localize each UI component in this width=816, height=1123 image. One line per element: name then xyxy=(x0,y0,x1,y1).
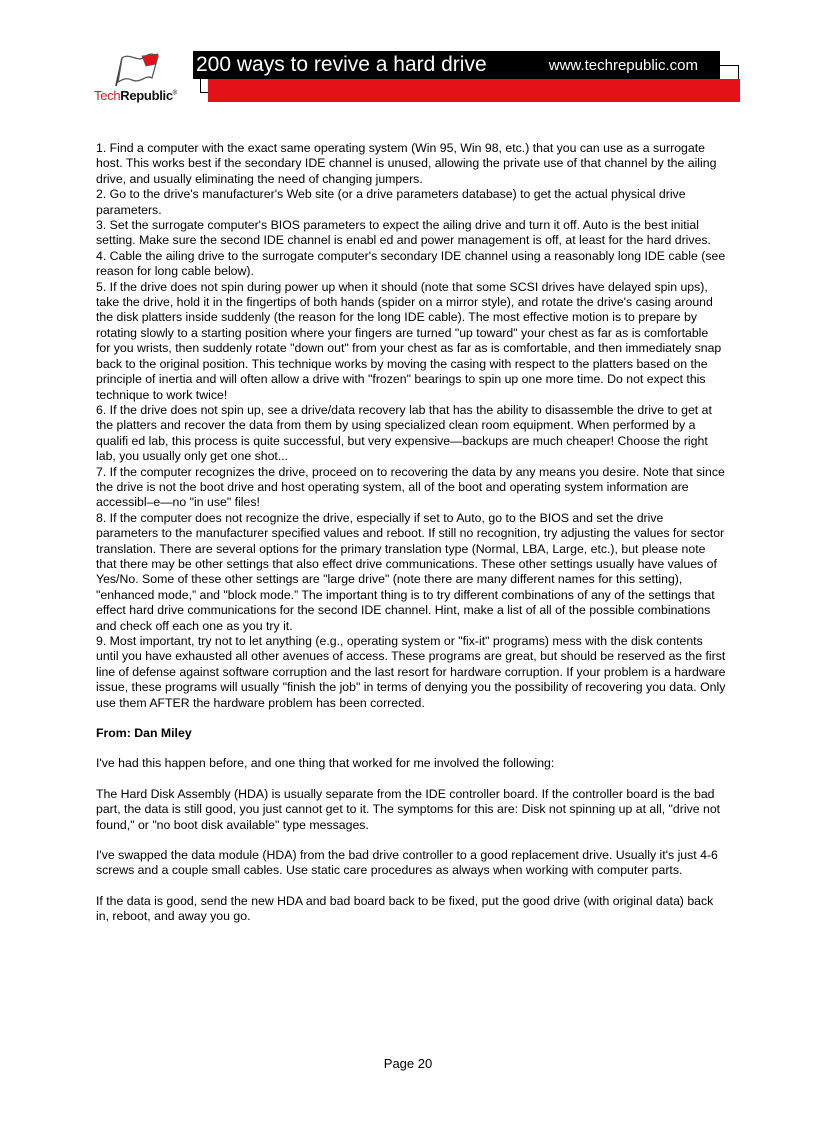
step-item: 7. If the computer recognizes the drive, proceed on to recovering the data by any means you desire. Note that since the drive is not the boot drive and host operating system, all of the boot and operating system information are accessibl–e—no "in use" files! xyxy=(96,464,725,510)
step-item: 4. Cable the ailing drive to the surrogate computer's secondary IDE channel using a reasonably long IDE cable (see reason for long cable below). xyxy=(96,248,726,279)
header-frame-line xyxy=(738,65,739,79)
step-item: 3. Set the surrogate computer's BIOS parameters to expect the ailing drive and turn it off. Auto is the best initial setting. Make sure the second IDE channel is enabl ed and power management is off, at least for the hard drives. xyxy=(96,218,711,248)
techrepublic-logo xyxy=(94,50,186,106)
header-frame-line xyxy=(200,92,208,93)
logo-word-tech: Tech xyxy=(94,88,121,103)
document-body xyxy=(96,141,726,925)
header-title-bar xyxy=(193,51,720,79)
document-title: 200 ways to revive a hard drive xyxy=(196,53,487,76)
step-item: 5. If the drive does not spin during power up when it should (note that some SCSI drives have delayed spin ups), take the drive, hold it in the fingertips of both hands (spider on a mirror style), and rotate the drive's casing around the disk platters inside suddenly (the reason for the long IDE cable). The most effective motion is to prepare by rotating slowly to a starting position where your fingers are turned "up toward" your chest as far as is comfortable for you wrists, then suddenly rotate "down out" from your chest as far as is comfortable, and then immediately snap back to the original position. This technique works by moving the casing with respect to the platters based on the principle of inertia and will often allow a drive with "frozen" bearings to spin up one more time. Do not expect this technique to work twice! xyxy=(96,279,722,402)
step-item: 2. Go to the drive's manufacturer's Web site (or a drive parameters database) to get the actual physical drive parameters. xyxy=(96,187,686,217)
step-item: 9. Most important, try not to let anything (e.g., operating system or "fix-it" programs) mess with the disk contents until you have exhausted all other avenues of access. These programs are great, but should be reserved as the first line of defense against software corruption and the last resort for hardware corruption. If your problem is a hardware issue, these programs will usually "finish the job" in terms of denying you the possibility of recovering you data. Only use them AFTER the hardware problem has been corrected. xyxy=(96,634,726,710)
flag-logo-icon xyxy=(112,50,168,90)
step-item: 1. Find a computer with the exact same operating system (Win 95, Win 98, etc.) that you can use as a surrogate host. This works best if the secondary IDE channel is unused, allowing the private use of that channel by the ailing drive, and usually eliminating the need of changing jumpers. xyxy=(96,141,717,186)
paragraph: If the data is good, send the new HDA and bad board back to be fixed, put the good drive (with original data) back in, reboot, and away you go. xyxy=(96,893,714,924)
header-url-link[interactable]: www.techrepublic.com xyxy=(548,57,698,74)
page-number: Page 20 xyxy=(383,1056,433,1071)
step-item: 6. If the drive does not spin up, see a drive/data recovery lab that has the ability to disassemble the drive to get at the platters and recover the data from them by using specialized clean room equipment. When performed by a qualifi ed lab, this process is quite successful, but very expensive—backups are much cheaper! Choose the right lab, you usually only get one shot... xyxy=(96,402,712,464)
author-heading: From: Dan Miley xyxy=(96,726,192,741)
step-item: 8. If the computer does not recognize the drive, especially if set to Auto, go to the BIOS and set the drive parameters to the manufacturer specified values and reboot. If still no recognition, try adjusting the values for sector translation. There are several options for the primary translation type (Normal, LBA, Large, etc.), but please note that there may be other settings that also effect drive communications. These other settings usually have values of Yes/No. Some of these other settings are "large drive" (note there are many different names for this setting), "enhanced mode,” and "block mode.” The important thing is to try different combinations of any of the settings that effect hard drive communications for the second IDE channel. Hint, make a list of all of the possible combinations and check off each one as you try it. xyxy=(96,510,725,633)
logo-trademark: ® xyxy=(172,90,177,97)
header-frame-line xyxy=(200,79,201,93)
paragraph: I've swapped the data module (HDA) from the bad drive controller to a good replacement drive. Usually it's just 4-6 screws and a couple small cables. Use static care procedures as always when working with computer parts. xyxy=(96,848,718,878)
logo-word-republic: Republic xyxy=(120,88,173,103)
logo-wordmark xyxy=(94,88,177,103)
paragraph: I've had this happen before, and one thing that worked for me involved the following: xyxy=(96,756,555,771)
paragraph: The Hard Disk Assembly (HDA) is usually separate from the IDE controller board. If the controller board is the bad part, the data is still good, you just cannot get to it. The symptoms for this are: Disk not spinning up at all, "drive not found," or "no boot disk available" type messages. xyxy=(96,786,721,832)
header-frame-line xyxy=(720,65,738,66)
header-red-band xyxy=(208,79,740,102)
